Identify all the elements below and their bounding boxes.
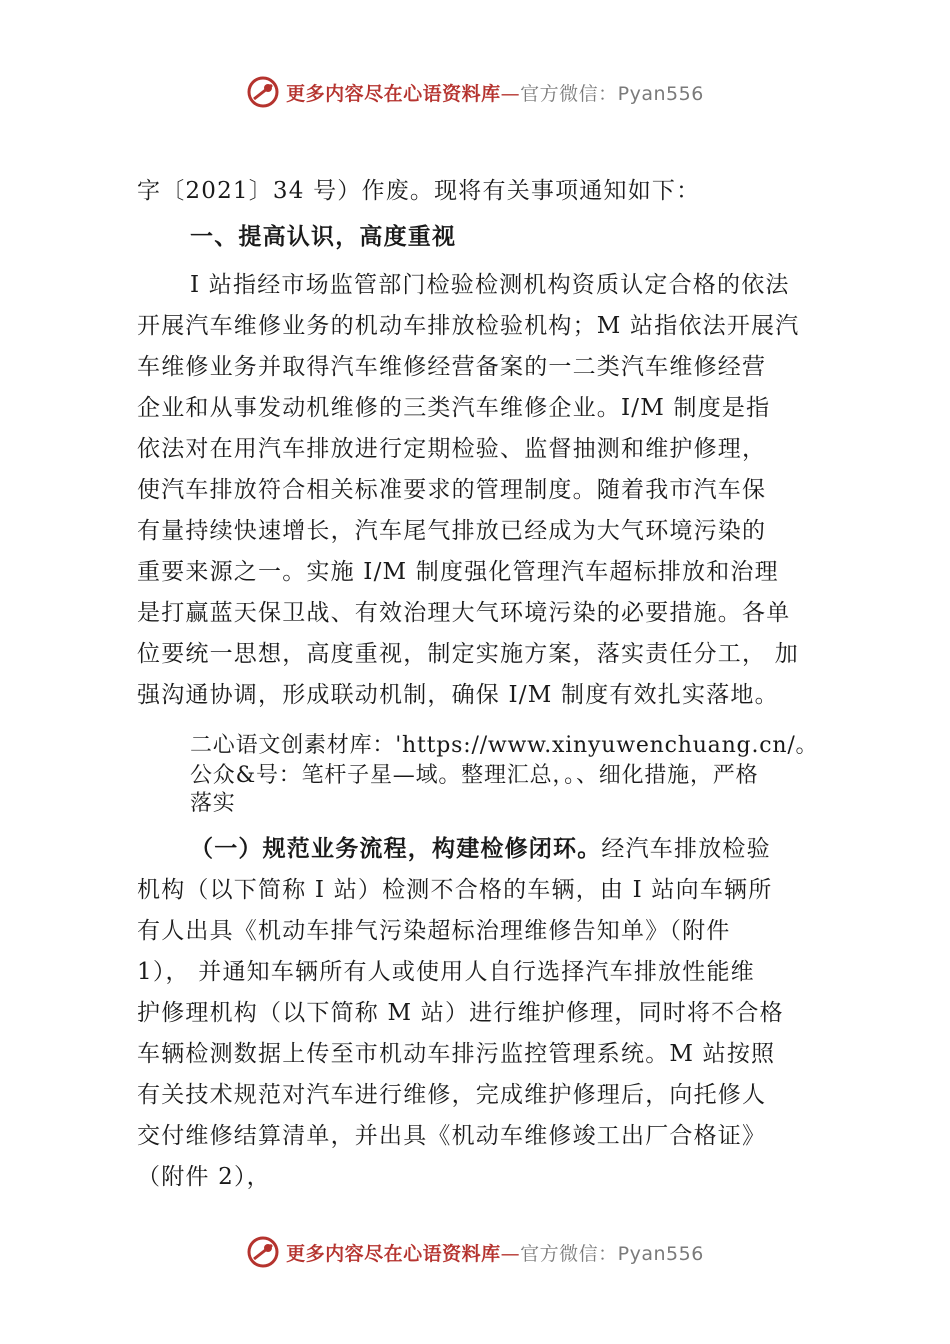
brand-logo-icon xyxy=(246,75,280,109)
text-line: （附件 2）， xyxy=(137,1164,271,1190)
text-line: 护修理机构（以下简称 M 站）进行维护修理，同时将不合格 xyxy=(137,1000,784,1026)
text-line: 公众&号：笔杆子星—域。整理汇总，。、细化措施，严格 xyxy=(190,763,759,788)
text-line: 字〔2021〕34 号）作废。现将有关事项通知如下： xyxy=(137,178,701,204)
text-line xyxy=(190,830,771,863)
subsection-heading: （一）规范业务流程，构建检修闭环。 xyxy=(190,836,602,862)
text-line: 重要来源之一。实施 I/M 制度强化管理汽车超标排放和治理 xyxy=(137,559,779,585)
banner-dash: — xyxy=(500,1242,521,1265)
banner-text-main: 更多内容尽在心语资料库 xyxy=(286,1242,501,1265)
text-line: 机构（以下简称 I 站）检测不合格的车辆，由 I 站向车辆所 xyxy=(137,877,773,903)
section-heading: 一、提高认识，高度重视 xyxy=(190,224,457,250)
banner-text-main: 更多内容尽在心语资料库 xyxy=(286,82,501,105)
text-line: 车维修业务并取得汽车维修经营备案的一二类汽车维修经营 xyxy=(137,354,767,380)
text-line: 有人出具《机动车排气污染超标治理维修告知单》（附件 xyxy=(137,918,731,944)
text-span: 经汽车排放检验 xyxy=(601,836,771,862)
banner-text-wechat: 官方微信：Pyan556 xyxy=(520,1242,704,1265)
text-line: 有关技术规范对汽车进行维修，完成维护修理后，向托修人 xyxy=(137,1082,767,1108)
footer-banner xyxy=(0,1232,950,1272)
text-line: I 站指经市场监管部门检验检测机构资质认定合格的依法 xyxy=(190,272,790,298)
text-line: 交付维修结算清单，并出具《机动车维修竣工出厂合格证》 xyxy=(137,1123,767,1149)
text-line: 是打赢蓝天保卫战、有效治理大气环境污染的必要措施。各单 xyxy=(137,600,791,626)
banner-dash: — xyxy=(500,82,521,105)
brand-logo-icon xyxy=(246,1235,280,1269)
text-line: 落实 xyxy=(190,791,236,816)
text-line: 强沟通协调，形成联动机制，确保 I/M 制度有效扎实落地。 xyxy=(137,682,779,708)
text-line: 1）， 并通知车辆所有人或使用人自行选择汽车排放性能维 xyxy=(137,959,755,985)
text-line: 二心语文创素材库：'https://www.xinyuwenchuang.cn/。 xyxy=(190,733,819,758)
text-line: 位要统一思想，高度重视，制定实施方案，落实责任分工， 加 xyxy=(137,641,799,667)
text-line: 有量持续快速增长，汽车尾气排放已经成为大气环境污染的 xyxy=(137,518,767,544)
text-line: 企业和从事发动机维修的三类汽车维修企业。I/M 制度是指 xyxy=(137,395,771,421)
text-line: 使汽车排放符合相关标准要求的管理制度。随着我市汽车保 xyxy=(137,477,767,503)
header-banner xyxy=(0,72,950,112)
banner-text-wechat: 官方微信：Pyan556 xyxy=(520,82,704,105)
text-line: 开展汽车维修业务的机动车排放检验机构；M 站指依法开展汽 xyxy=(137,313,800,339)
text-line: 车辆检测数据上传至市机动车排污监控管理系统。M 站按照 xyxy=(137,1041,776,1067)
text-line: 依法对在用汽车排放进行定期检验、监督抽测和维护修理， xyxy=(137,436,767,462)
